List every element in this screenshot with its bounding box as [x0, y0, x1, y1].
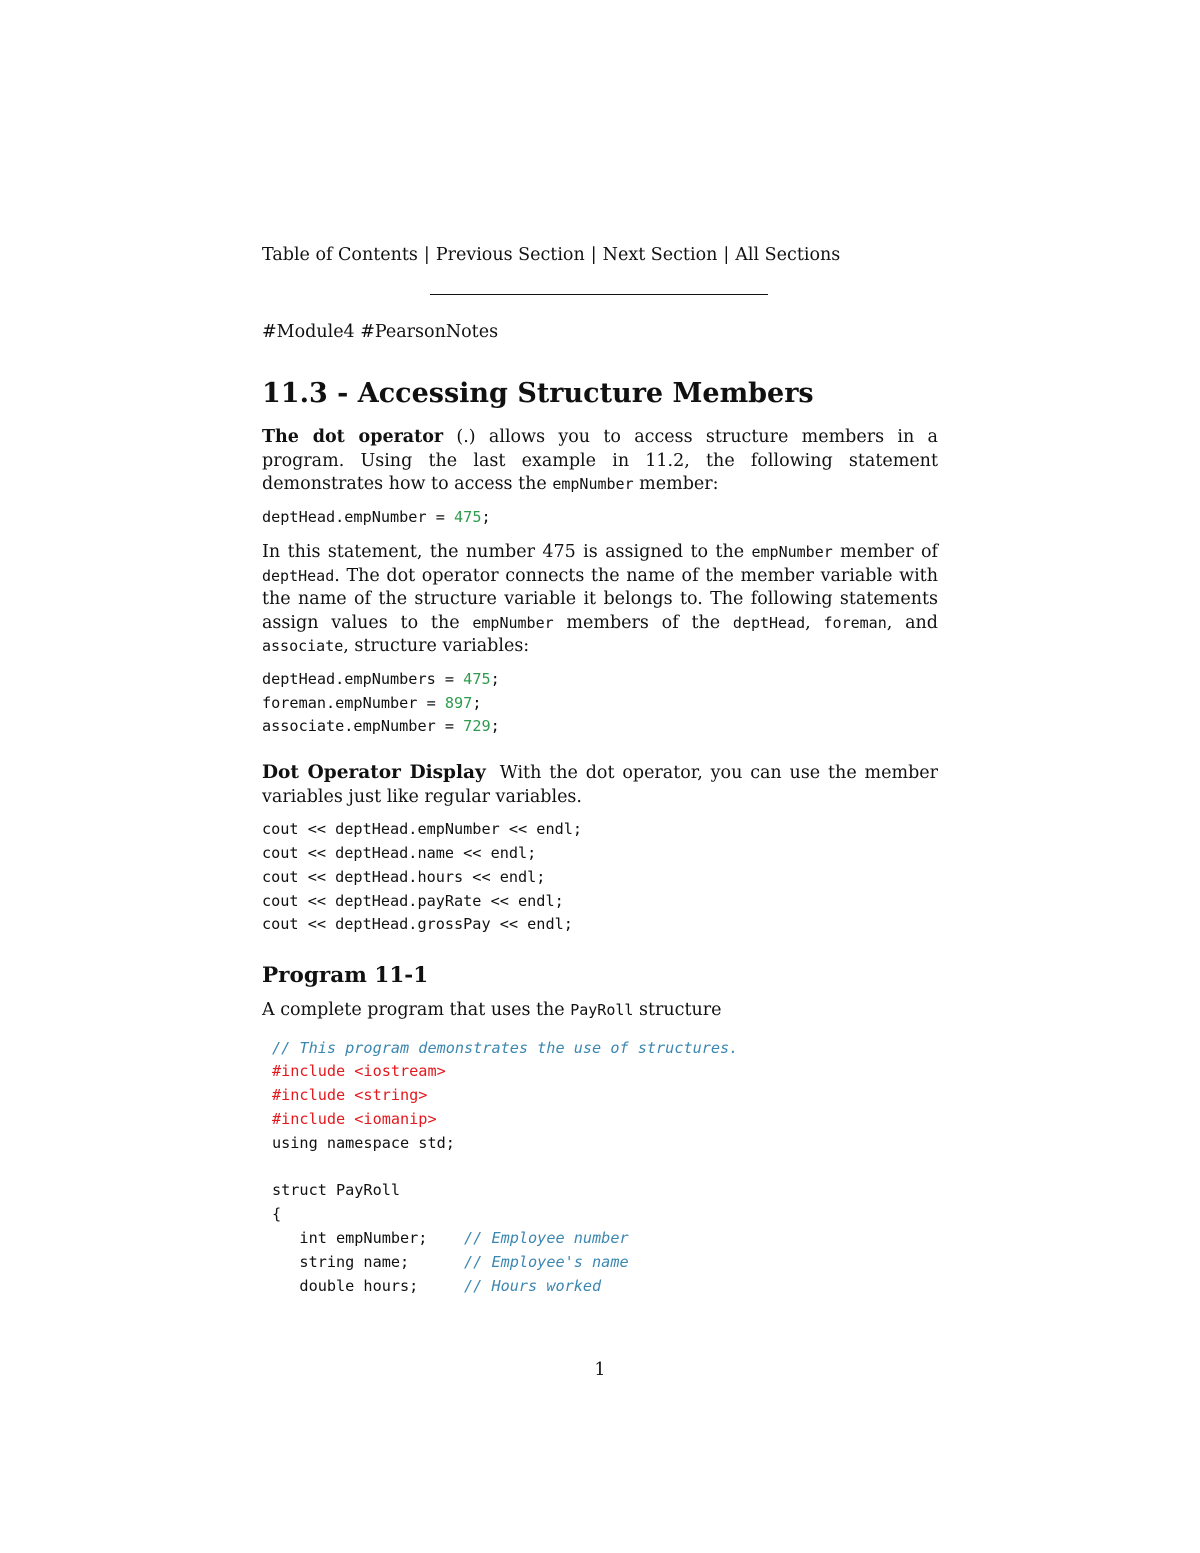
code-line: struct PayRoll [272, 1181, 401, 1200]
code-line: cout << deptHead.empNumber << endl; [262, 820, 583, 839]
code-line: cout << deptHead.payRate << endl; [262, 891, 564, 910]
next-section-link[interactable]: Next Section [602, 245, 718, 265]
code-line: cout << deptHead.name << endl; [262, 843, 537, 862]
code-line: int empNumber; // Employee number [272, 1229, 629, 1248]
page-content [262, 244, 938, 1310]
section-navigation [262, 244, 938, 268]
dot-operator-display-paragraph: Dot Operator Display With the dot operator, you can use the member variables just like regular variables. [262, 762, 938, 807]
blank-line [272, 1156, 938, 1180]
code-line: deptHead.empNumbers = 475; [262, 669, 500, 688]
program-heading: Program 11-1 [262, 963, 429, 989]
code-include: #include <iomanip> [272, 1110, 437, 1129]
tags: #Module4 #PearsonNotes [262, 321, 499, 342]
intro-paragraph: The dot operator (.) allows you to access structure members in a program. Using the last example in 11.2, the following statement demonstrates how to access the empNumber member: [262, 427, 938, 494]
code-line: cout << deptHead.hours << endl; [262, 867, 546, 886]
explanation-paragraph: In this statement, the number 475 is assigned to the empNumber member of deptHead. The dot operator connects the name of the member variable with the name of the structure variable it belongs to. The following statements assign values to the empNumber members of the deptHead, foreman, and associate, structure variables: [262, 542, 939, 657]
nav-separator: | [723, 245, 730, 265]
horizontal-rule [430, 294, 768, 295]
code-line: { [272, 1205, 282, 1224]
dot-operator-term: The dot operator [262, 427, 444, 447]
all-sections-link[interactable]: All Sections [735, 245, 841, 265]
code-include: #include <iostream> [272, 1062, 446, 1081]
program-description: A complete program that uses the PayRoll structure [262, 1000, 722, 1021]
paragraph-heading: Dot Operator Display [262, 762, 486, 784]
table-of-contents-link[interactable]: Table of Contents [262, 245, 418, 265]
code-snippet-assignment: deptHead.empNumber = 475; [262, 507, 491, 526]
code-include: #include <string> [272, 1086, 428, 1105]
code-line: double hours; // Hours worked [272, 1276, 602, 1295]
code-line: using namespace std; [272, 1133, 455, 1152]
code-line: foreman.empNumber = 897; [262, 693, 482, 712]
code-snippet-cout [262, 818, 938, 937]
nav-separator: | [590, 245, 597, 265]
code-line: cout << deptHead.grossPay << endl; [262, 915, 573, 934]
page-number: 1 [594, 1360, 606, 1380]
previous-section-link[interactable]: Previous Section [435, 245, 585, 265]
code-snippet-assignments [262, 668, 938, 739]
nav-separator: | [423, 245, 430, 265]
section-heading: 11.3 - Accessing Structure Members [262, 378, 814, 409]
code-comment: // This program demonstrates the use of structures. [272, 1038, 739, 1057]
code-line: string name; // Employee's name [272, 1252, 629, 1271]
program-listing [272, 1037, 938, 1299]
code-line: associate.empNumber = 729; [262, 717, 500, 736]
